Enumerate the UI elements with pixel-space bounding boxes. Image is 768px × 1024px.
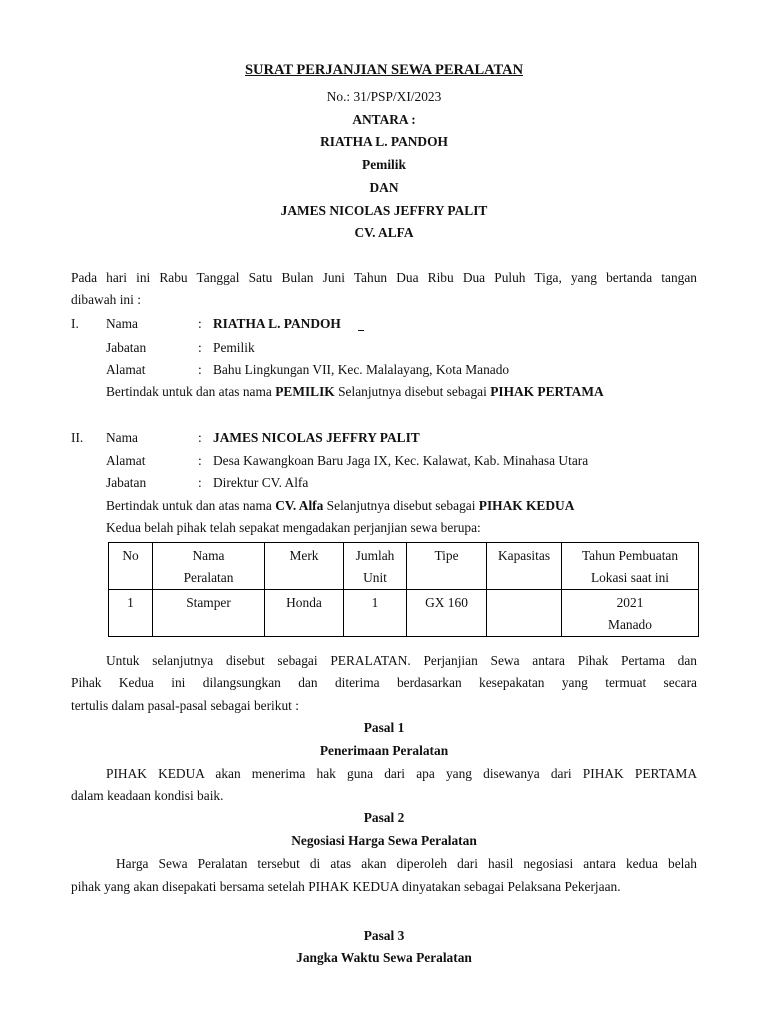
- party1-numeral: I.: [71, 316, 79, 331]
- party2-acting-statement: [106, 498, 574, 514]
- pasal3-title: Jangka Waktu Sewa Peralatan: [296, 950, 472, 965]
- table-header-cell: [344, 543, 407, 590]
- table-header-cell: [487, 543, 562, 590]
- party1-address-label: Alamat: [106, 362, 146, 377]
- party1-name-sep: :: [198, 316, 202, 331]
- equipment-table: [108, 542, 699, 637]
- party2-name-label: Nama: [106, 430, 138, 445]
- pasal2-line-1: Harga Sewa Peralatan tersebut di atas akan diperoleh dari hasil negosiasi antara kedua belah: [116, 856, 697, 871]
- between-label: ANTARA :: [352, 112, 416, 127]
- header-line: Kapasitas: [497, 548, 551, 563]
- table-header-cell: [109, 543, 153, 590]
- party1-acting-statement: [106, 384, 604, 400]
- table-cell: [407, 590, 487, 637]
- cell-line: 1: [127, 595, 134, 610]
- document-title: SURAT PERJANJIAN SEWA PERALATAN: [244, 62, 524, 78]
- party1-act-name: PEMILIK: [275, 384, 335, 399]
- party2-act-alias: PIHAK KEDUA: [478, 498, 575, 513]
- party2-act-mid: Selanjutnya disebut sebagai: [323, 498, 479, 513]
- table-cell: [344, 590, 407, 637]
- after-table-line-1: Untuk selanjutnya disebut sebagai PERALATAN. Perjanjian Sewa antara Pihak Pertama dan: [106, 653, 697, 668]
- pasal2-title: Negosiasi Harga Sewa Peralatan: [291, 833, 477, 848]
- pasal1-line-1: PIHAK KEDUA akan menerima hak guna dari apa yang disewanya dari PIHAK PERTAMA: [106, 766, 697, 781]
- header-line: Peralatan: [183, 570, 234, 585]
- party1-act-alias: PIHAK PERTAMA: [490, 384, 604, 399]
- party2-position-value: Direktur CV. Alfa: [213, 475, 309, 490]
- pasal1-line-2: dalam keadaan kondisi baik.: [71, 788, 224, 803]
- table-cell: [562, 590, 699, 637]
- cell-line: Manado: [608, 617, 652, 632]
- party2-position-label: Jabatan: [106, 475, 147, 490]
- cell-line: 2021: [616, 595, 644, 610]
- and-label: DAN: [369, 180, 399, 195]
- header-line: Merk: [289, 548, 319, 563]
- after-table-line-3: tertulis dalam pasal-pasal sebagai berikut :: [71, 698, 299, 713]
- pasal2-line-2: pihak yang akan disepakati bersama setelah PIHAK KEDUA dinyatakan sebagai Pelaksana Pekerjaan.: [71, 879, 621, 894]
- pasal1-heading: Pasal 1: [363, 720, 405, 735]
- party2-name-value: JAMES NICOLAS JEFFRY PALIT: [213, 430, 420, 445]
- table-cell: [109, 590, 153, 637]
- cell-line: Stamper: [186, 595, 231, 610]
- table-header-cell: [562, 543, 699, 590]
- party1-position-value: Pemilik: [213, 340, 255, 355]
- cell-line: Honda: [286, 595, 322, 610]
- party1-name-underline: [358, 316, 364, 331]
- party2-act-prefix: Bertindak untuk dan atas nama: [106, 498, 276, 513]
- party2-name-sep: :: [198, 430, 202, 445]
- header-line: Unit: [363, 570, 387, 585]
- agreement-line: Kedua belah pihak telah sepakat mengadakan perjanjian sewa berupa:: [106, 520, 481, 535]
- document-number: No.: 31/PSP/XI/2023: [326, 89, 442, 104]
- party2-heading-company: CV. ALFA: [354, 225, 414, 240]
- table-header-cell: [153, 543, 265, 590]
- table-header-row: [109, 543, 699, 590]
- intro-line-2: dibawah ini :: [71, 292, 141, 307]
- header-line: No: [122, 548, 139, 563]
- table-cell: [153, 590, 265, 637]
- table-header-cell: [407, 543, 487, 590]
- party1-position-label: Jabatan: [106, 340, 147, 355]
- table-cell: [487, 590, 562, 637]
- party1-name-value: RIATHA L. PANDOH: [213, 316, 341, 331]
- pasal2-heading: Pasal 2: [363, 810, 405, 825]
- party2-address-value: Desa Kawangkoan Baru Jaga IX, Kec. Kalawat, Kab. Minahasa Utara: [213, 453, 589, 468]
- party1-position-sep: :: [198, 340, 202, 355]
- party2-heading-name: JAMES NICOLAS JEFFRY PALIT: [280, 203, 488, 218]
- header-line: Lokasi saat ini: [590, 570, 670, 585]
- table-row: [109, 590, 699, 637]
- table-cell: [265, 590, 344, 637]
- party1-heading-name: RIATHA L. PANDOH: [320, 134, 448, 149]
- party2-address-label: Alamat: [106, 453, 146, 468]
- party2-address-sep: :: [198, 453, 202, 468]
- party2-numeral: II.: [71, 430, 84, 445]
- party1-act-prefix: Bertindak untuk dan atas nama: [106, 384, 276, 399]
- header-line: Nama: [192, 548, 225, 563]
- after-table-line-2: Pihak Kedua ini dilangsungkan dan diterima berdasarkan kesepakatan yang termuat secara: [71, 675, 697, 690]
- party1-heading-role: Pemilik: [362, 157, 406, 172]
- header-line: Tipe: [434, 548, 459, 563]
- pasal3-heading: Pasal 3: [363, 928, 405, 943]
- party2-act-name: CV. Alfa: [275, 498, 324, 513]
- cell-line: GX 160: [425, 595, 468, 610]
- party1-act-mid: Selanjutnya disebut sebagai: [334, 384, 491, 399]
- party1-address-sep: :: [198, 362, 202, 377]
- header-line: Tahun Pembuatan: [581, 548, 679, 563]
- party1-address-value: Bahu Lingkungan VII, Kec. Malalayang, Kota Manado: [213, 362, 510, 377]
- pasal1-title: Penerimaan Peralatan: [319, 743, 449, 758]
- table-header-cell: [265, 543, 344, 590]
- party2-position-sep: :: [198, 475, 202, 490]
- party1-name-label: Nama: [106, 316, 138, 331]
- intro-line-1: Pada hari ini Rabu Tanggal Satu Bulan Juni Tahun Dua Ribu Dua Puluh Tiga, yang bertanda tangan: [71, 270, 697, 285]
- header-line: Jumlah: [355, 548, 395, 563]
- cell-line: 1: [371, 595, 379, 610]
